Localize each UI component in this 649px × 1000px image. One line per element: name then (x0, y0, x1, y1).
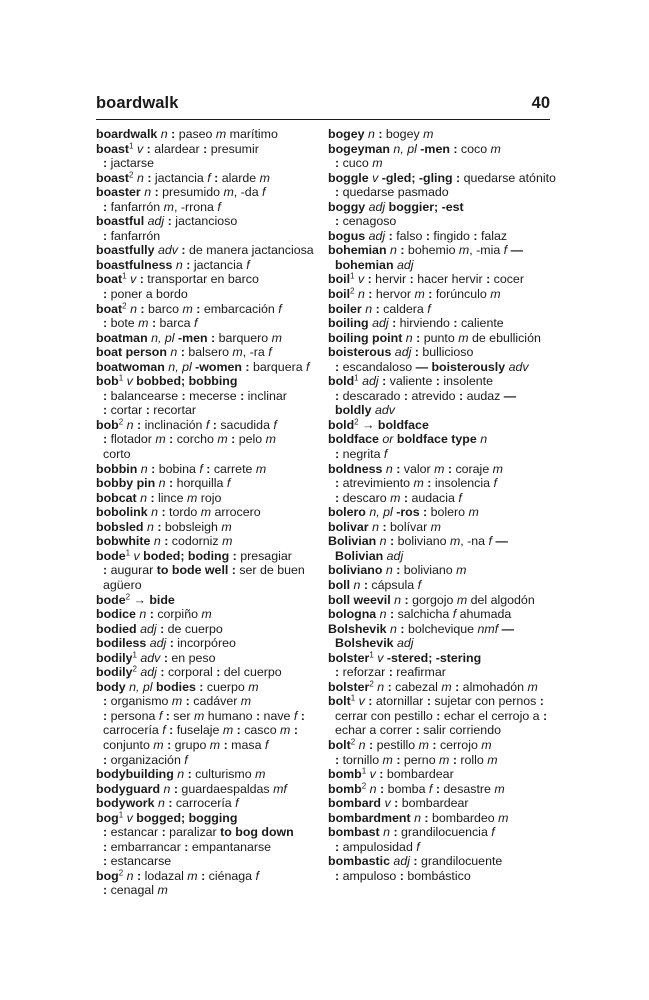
dictionary-entry: boat person n : balsero m, -ra f (96, 345, 272, 360)
right-column (328, 127, 556, 883)
dictionary-entry: boil$^2$ n : hervor m : forúnculo m (328, 286, 501, 302)
dictionary-entry: bode$^2$ → bide (96, 592, 175, 607)
dictionary-entry: boll n : cápsula f (328, 577, 422, 592)
dictionary-entry: boiling adj : hirviendo : caliente (328, 316, 504, 331)
dictionary-entry: bog$^1$ v bogged; bogging : estancar : paralizar to bog down : embarrancar : empantanarse : estancarse (96, 810, 294, 869)
dictionary-entry: bomb$^1$ v : bombardear (328, 766, 454, 782)
dictionary-entry: bodily$^2$ adj : corporal : del cuerpo (96, 664, 282, 680)
dictionary-entry: Bolshevik n : bolchevique nmf — Bolshevik adj (328, 621, 515, 651)
dictionary-entry: bombastic adj : grandilocuente : ampuloso : bombástico (328, 854, 503, 883)
dictionary-entry: bogus adj : falso : fingido : falaz (328, 228, 508, 243)
dictionary-entry: bodice n : corpiño m (96, 607, 212, 622)
dictionary-entry: boisterous adj : bullicioso : escandaloso — boisterously adv (328, 345, 529, 374)
dictionary-entry: bold$^1$ adj : valiente : insolente : descarado : atrevido : audaz — boldly adv (328, 373, 517, 418)
dictionary-entry: bolero n, pl -ros : bolero m (328, 505, 479, 520)
dictionary-entry: boastful adj : jactancioso : fanfarrón (96, 214, 238, 243)
dictionary-entry: boil$^1$ v : hervir : hacer hervir : cocer (328, 272, 524, 287)
dictionary-entry: bombard v : bombardear (328, 796, 469, 811)
dictionary-entry: bombardment n : bombardeo m (328, 810, 509, 825)
dictionary-entry: boggy adj boggier; -est : cenagoso (328, 199, 464, 229)
guide-word: boardwalk (96, 94, 179, 112)
dictionary-entry: boiling point n : punto m de ebullición (328, 330, 541, 345)
dictionary-entry: bolt$^1$ v : atornillar : sujetar con pernos : cerrar con pestillo : echar el cerrojo a : echar a correr : salir corriendo (328, 693, 548, 738)
dictionary-entry: bodiless adj : incorpóreo (96, 636, 236, 651)
dictionary-entry: boastfulness n : jactancia f (96, 257, 250, 272)
dictionary-entry: bolivar n : bolívar m (328, 519, 441, 534)
dictionary-entry: bold$^2$ → boldface (328, 417, 429, 432)
dictionary-entry: boaster n : presumido m, -da f : fanfarrón m, -rrona f (96, 185, 266, 214)
dictionary-entry: bog$^2$ n : lodazal m : ciénaga f : cenagal m (96, 868, 259, 898)
dictionary-entry: Bolivian n : boliviano m, -na f — Bolivian adj (328, 534, 508, 563)
dictionary-entry: boat$^1$ v : transportar en barco : poner a bordo (96, 272, 259, 302)
dictionary-entry: bolster$^2$ n : cabezal m : almohadón m (328, 679, 538, 694)
dictionary-entry: boggle v -gled; -gling : quedarse atónito : quedarse pasmado (328, 170, 556, 200)
dictionary-entry: bolster$^1$ v -stered; -stering : reforzar : reafirmar (328, 650, 482, 680)
dictionary-entry: boll weevil n : gorgojo m del algodón (328, 592, 535, 607)
dictionary-entry: boast$^1$ v : alardear : presumir : jactarse (96, 141, 259, 171)
dictionary-entry: boatman n, pl -men : barquero m (96, 330, 282, 345)
dictionary-entry: bodybuilding n : culturismo m (96, 767, 266, 782)
dictionary-entry: bobcat n : lince m rojo (96, 490, 222, 505)
dictionary-entry: boatwoman n, pl -women : barquera f (96, 359, 310, 374)
dictionary-entry: boiler n : caldera f (328, 301, 431, 316)
dictionary-entry: bologna n : salchicha f ahumada (328, 607, 512, 622)
dictionary-entry: bohemian n : bohemio m, -mia f — bohemian adj (328, 243, 523, 272)
dictionary-entry: body n, pl bodies : cuerpo m : organismo m : cadáver m : persona f : ser m humano : nave f : carrocería f : fuselaje m : casco m : conjunto m : grupo m : masa f : organización f (96, 679, 305, 767)
dictionary-entry: boldface or boldface type n : negrita f (328, 432, 488, 462)
dictionary-entry: boast$^2$ n : jactancia f : alarde m (96, 170, 270, 185)
dictionary-entry: boastfully adv : de manera jactanciosa (96, 243, 314, 258)
dictionary-entry: bobwhite n : codorniz m (96, 534, 233, 549)
page-number: 40 (531, 94, 550, 112)
dictionary-entry: bodyguard n : guardaespaldas mf (96, 781, 287, 796)
dictionary-entry: boldness n : valor m : coraje m : atrevimiento m : insolencia f : descaro m : audacia f (328, 461, 503, 505)
dictionary-entry: bogeyman n, pl -men : coco m : cuco m (328, 141, 501, 171)
header-rule (96, 119, 550, 120)
dictionary-entry: bodywork n : carrocería f (96, 796, 239, 811)
left-column (96, 127, 324, 898)
dictionary-entry: bodily$^1$ adv : en peso (96, 650, 216, 665)
dictionary-entry: bodied adj : de cuerpo (96, 621, 223, 636)
dictionary-entry: bolt$^2$ n : pestillo m : cerrojo m : tornillo m : perno m : rollo m (328, 737, 498, 767)
dictionary-entry: bobbin n : bobina f : carrete m (96, 461, 267, 476)
page-header (96, 94, 550, 118)
dictionary-entry: bob$^1$ v bobbed; bobbing : balancearse : mecerse : inclinar : cortar : recortar (96, 373, 287, 418)
dictionary-entry: bobolink n : tordo m arrocero (96, 505, 261, 520)
dictionary-entry: bomb$^2$ n : bomba f : desastre m (328, 781, 505, 796)
dictionary-entry: bob$^2$ n : inclinación f : sacudida f : flotador m : corcho m : pelo m corto (96, 417, 277, 462)
dictionary-entry: bogey n : bogey m (328, 127, 434, 141)
dictionary-entry: bobby pin n : horquilla f (96, 476, 231, 491)
dictionary-entry: boliviano n : boliviano m (328, 563, 467, 578)
dictionary-entry: bobsled n : bobsleigh m (96, 519, 232, 534)
dictionary-entry: boardwalk n : paseo m marítimo (96, 127, 278, 141)
dictionary-entry: boat$^2$ n : barco m : embarcación f : bote m : barca f (96, 301, 282, 331)
dictionary-entry: bombast n : grandilocuencia f : ampulosidad f (328, 825, 495, 854)
dictionary-entry: bode$^1$ v boded; boding : presagiar : augurar to bode well : ser de buen agüero (96, 548, 305, 592)
